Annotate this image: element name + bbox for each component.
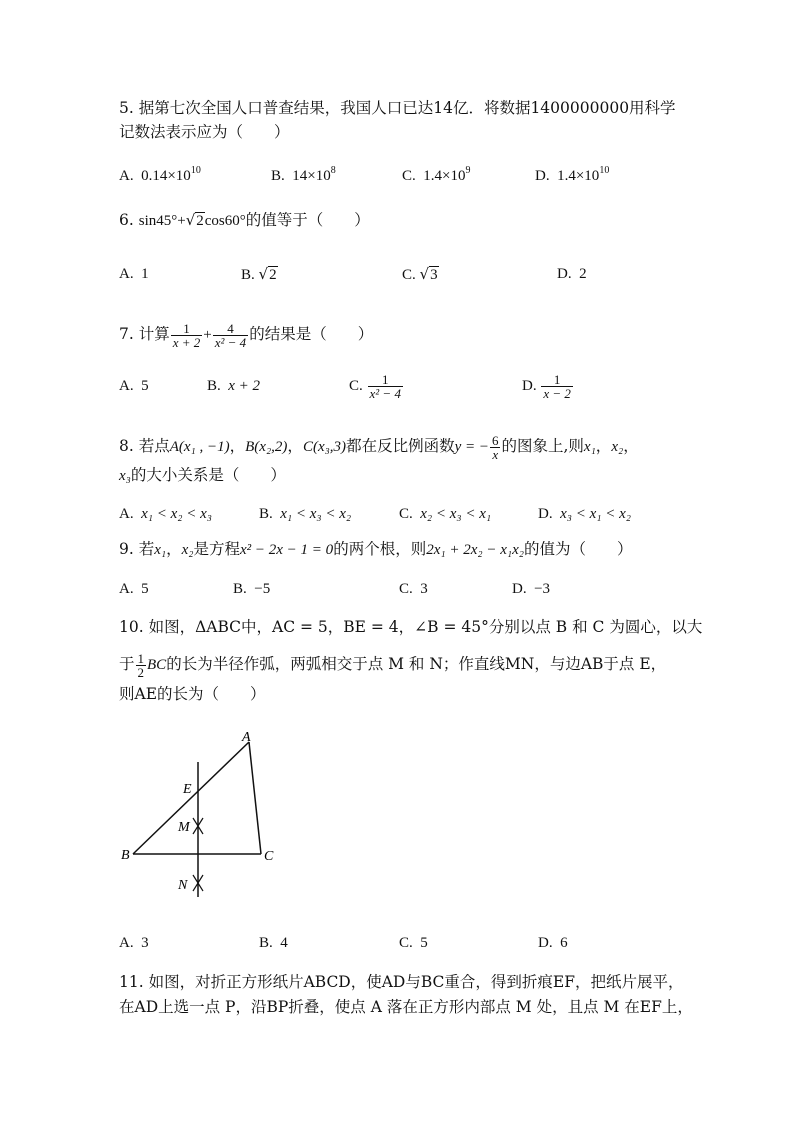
q10-stem-line3: 则AE的长为（ ） bbox=[119, 685, 266, 703]
q7-fraction-1: $\frac{1}{x + 2}$ bbox=[172, 320, 201, 350]
q9-stem: 9. 若x₁，x₂是方程x² − 2x − 1 = 0的两个根，则2x₁ + 2x₂ − x₁x₂的值为（ ） bbox=[119, 540, 633, 558]
q10-stem-line1: 10. 如图，ΔABC中，AC = 5，BE = 4，∠B = 45°分别以点 B 和 C 为圆心，以大 bbox=[119, 618, 703, 636]
q7-option-b[interactable]: B. x + 2 bbox=[207, 378, 261, 394]
q6-option-a[interactable]: A. 1 bbox=[119, 266, 149, 282]
q10-half-fraction: $\frac{1}{2}$ bbox=[137, 650, 145, 680]
q8-option-d[interactable]: D. x₃ < x₁ < x₂ bbox=[538, 506, 631, 522]
q5-stem-line2: 记数法表示应为（ ） bbox=[119, 123, 290, 141]
q8-option-a[interactable]: A. x₁ < x₂ < x₃ bbox=[119, 506, 212, 522]
q7-stem: 7. 计算 $\frac{1}{x + 2}$ + $\frac{4}{\text{x² − 4}}$ 的结果是（ ） bbox=[119, 320, 374, 350]
q5-option-b[interactable]: B. $14\times 10^8$ bbox=[271, 165, 336, 184]
q8-option-c[interactable]: C. x₂ < x₃ < x₁ bbox=[399, 506, 492, 522]
sqrt-symbol: √3 bbox=[419, 265, 438, 283]
q10-triangle-figure bbox=[110, 725, 290, 905]
segment-ac bbox=[249, 742, 261, 854]
label-b: B bbox=[121, 848, 130, 863]
q5-option-d[interactable]: D. $1.4\times 10^{10}$ bbox=[535, 165, 610, 184]
q9-option-d[interactable]: D. −3 bbox=[512, 581, 551, 597]
q7-option-a[interactable]: A. 5 bbox=[119, 378, 149, 394]
q10-stem-line2: 于 $\frac{1}{2}$ BC的长为半径作弧，两弧相交于点 M 和 N；作直线MN，与边AB于点 E， bbox=[119, 650, 667, 680]
q5-stem-line1: 5. 据第七次全国人口普查结果，我国人口已达14亿．将数据1400000000用科学 bbox=[119, 99, 676, 117]
label-n: N bbox=[178, 878, 188, 893]
q11-stem-line2: 在AD上选一点 P，沿BP折叠，使点 A 落在正方形内部点 M 处，且点 M 在EF上， bbox=[119, 998, 693, 1016]
q7-fraction-2: $\frac{4}{\text{x² − 4}}$ bbox=[214, 320, 247, 350]
q6-option-b[interactable]: B. √2 bbox=[241, 265, 277, 283]
q5-option-a[interactable]: A. $0.14\times 10^{10}$ bbox=[119, 165, 201, 184]
label-m: M bbox=[178, 820, 190, 835]
sqrt-symbol: √2 bbox=[185, 211, 204, 229]
label-a: A bbox=[242, 730, 251, 745]
q9-option-b[interactable]: B. −5 bbox=[233, 581, 271, 597]
q8-option-b[interactable]: B. x₁ < x₃ < x₂ bbox=[259, 506, 352, 522]
label-c: C bbox=[264, 849, 274, 864]
q5-option-c[interactable]: C. $1.4\times 10^9$ bbox=[402, 165, 471, 184]
segment-ab bbox=[133, 742, 249, 854]
q8-stem-line1: 8. 若点A(x₁ , −1)，B(x₂,2)，C(x₃,3)都在反比例函数y = − $\frac{6}{x}$ 的图象上,则x₁，x₂， bbox=[119, 432, 639, 462]
q8-stem-line2: x₃的大小关系是（ ） bbox=[119, 466, 286, 484]
q9-option-a[interactable]: A. 5 bbox=[119, 581, 149, 597]
q10-option-c[interactable]: C. 5 bbox=[399, 935, 428, 951]
q11-stem-line1: 11. 如图，对折正方形纸片ABCD，使AD与BC重合，得到折痕EF，把纸片展平， bbox=[119, 973, 684, 991]
q6-option-d[interactable]: D. 2 bbox=[557, 266, 587, 282]
q7-option-c[interactable]: C. $\frac{1}{\text{x² − 4}}$ bbox=[349, 372, 401, 402]
q10-option-d[interactable]: D. 6 bbox=[538, 935, 568, 951]
q8-function-fraction: $\frac{6}{x}$ bbox=[491, 432, 499, 462]
q10-option-a[interactable]: A. 3 bbox=[119, 935, 149, 951]
q7-option-d[interactable]: D. $\frac{1}{x - 2}$ bbox=[522, 372, 571, 402]
q9-option-c[interactable]: C. 3 bbox=[399, 581, 428, 597]
q6-option-c[interactable]: C. √3 bbox=[402, 265, 438, 283]
sqrt-symbol: √2 bbox=[258, 265, 277, 283]
q10-option-b[interactable]: B. 4 bbox=[259, 935, 288, 951]
label-e: E bbox=[183, 782, 192, 797]
q6-stem: 6. sin45°+√2cos60°的值等于（ ） bbox=[119, 211, 370, 229]
